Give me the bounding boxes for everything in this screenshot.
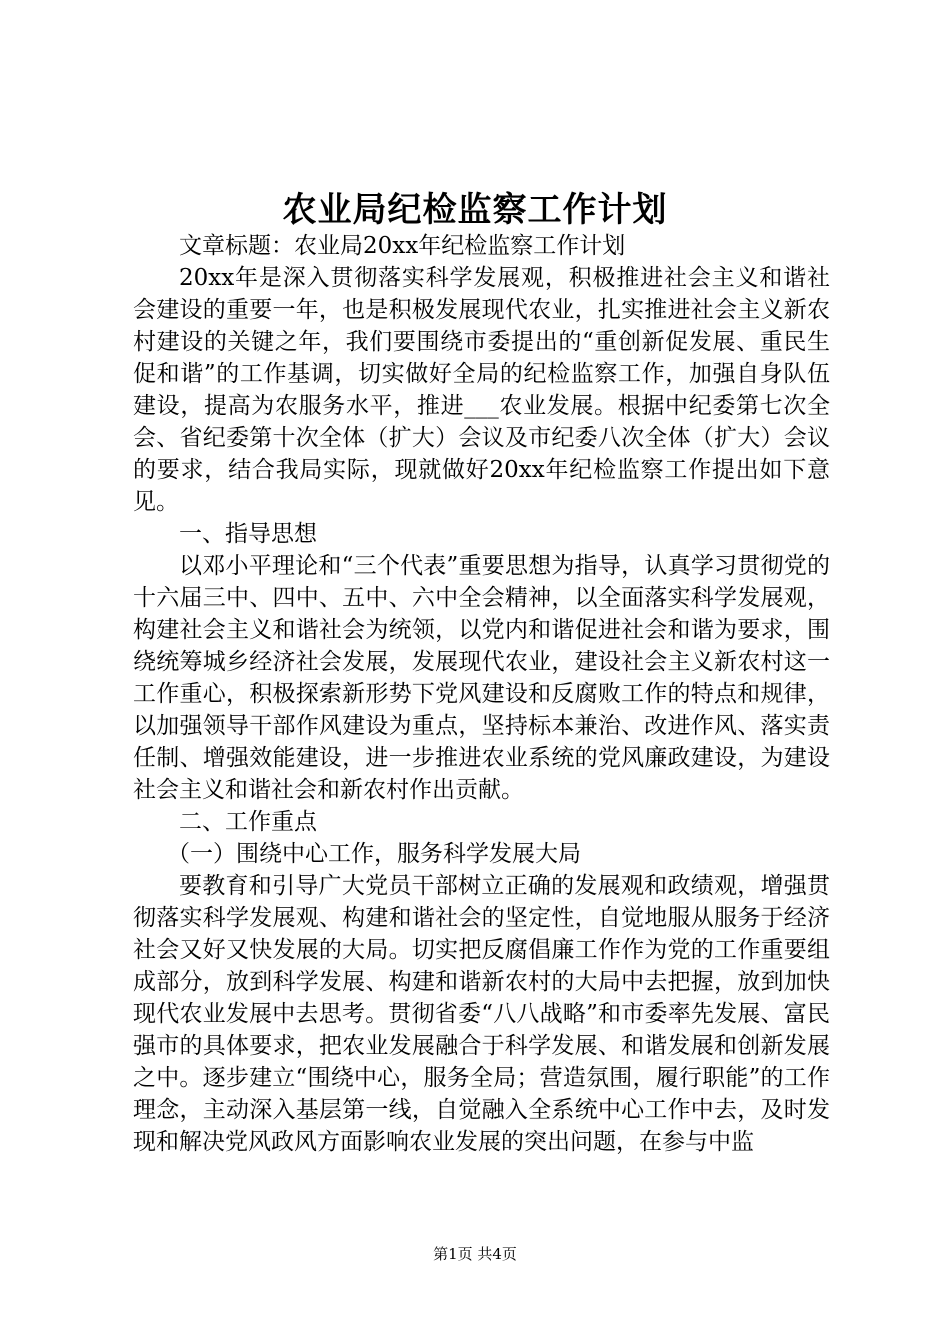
section-heading-guiding-thought: 一、指导思想	[179, 521, 317, 547]
central-work-paragraph: 要教育和引导广大党员干部树立正确的发展观和政绩观，增强贯彻落实科学发展观、构建和谐社会的坚定性，自觉地服从服务于经济社会又好又快发展的大局。切实把反腐倡廉工作作为党的工作重要组成部分，放到科学发展、构建和谐新农村的大局中去把握，放到加快现代农业发展中去思考。贯彻省委“八八战略”和市委率先发展、富民强市的具体要求，把农业发展融合于科学发展、和谐发展和创新发展之中。逐步建立“围绕中心，服务全局；营造氛围，履行职能”的工作理念，主动深入基层第一线，自觉融入全系统中心工作中去，及时发现和解决党风政风方面影响农业发展的突出问题，在参与中监	[133, 873, 830, 1155]
document-title: 农业局纪检监察工作计划	[282, 190, 668, 230]
guiding-thought-paragraph: 以邓小平理论和“三个代表”重要思想为指导，认真学习贯彻党的十六届三中、四中、五中、六中全会精神，以全面落实科学发展观，构建社会主义和谐社会为统领，以党内和谐促进社会和谐为要求，围绕统筹城乡经济社会发展，发展现代农业，建设社会主义新农村这一工作重心，积极探索新形势下党风建设和反腐败工作的特点和规律，以加强领导干部作风建设为重点，坚持标本兼治、改进作风、落实责任制、增强效能建设，进一步推进农业系统的党风廉政建设，为建设社会主义和谐社会和新农村作出贡献。	[133, 553, 830, 803]
article-title-line: 文章标题：农业局20xx年纪检监察工作计划	[179, 233, 626, 259]
intro-paragraph: 20xx年是深入贯彻落实科学发展观，积极推进社会主义和谐社会建设的重要一年，也是积极发展现代农业，扎实推进社会主义新农村建设的关键之年，我们要围绕市委提出的“重创新促发展、重民生促和谐”的工作基调，切实做好全局的纪检监察工作，加强自身队伍建设，提高为农服务水平，推进___农业发展。根据中纪委第七次全会、省纪委第十次全体（扩大）会议及市纪委八次全体（扩大）会议的要求，结合我局实际，现就做好20xx年纪检监察工作提出如下意见。	[133, 265, 830, 515]
subsection-heading-central-work: （一）围绕中心工作，服务科学发展大局	[167, 841, 581, 867]
section-heading-work-focus: 二、工作重点	[179, 809, 317, 835]
document-body	[133, 230, 830, 1158]
page-number-footer: 第1页 共4页	[433, 1245, 517, 1263]
